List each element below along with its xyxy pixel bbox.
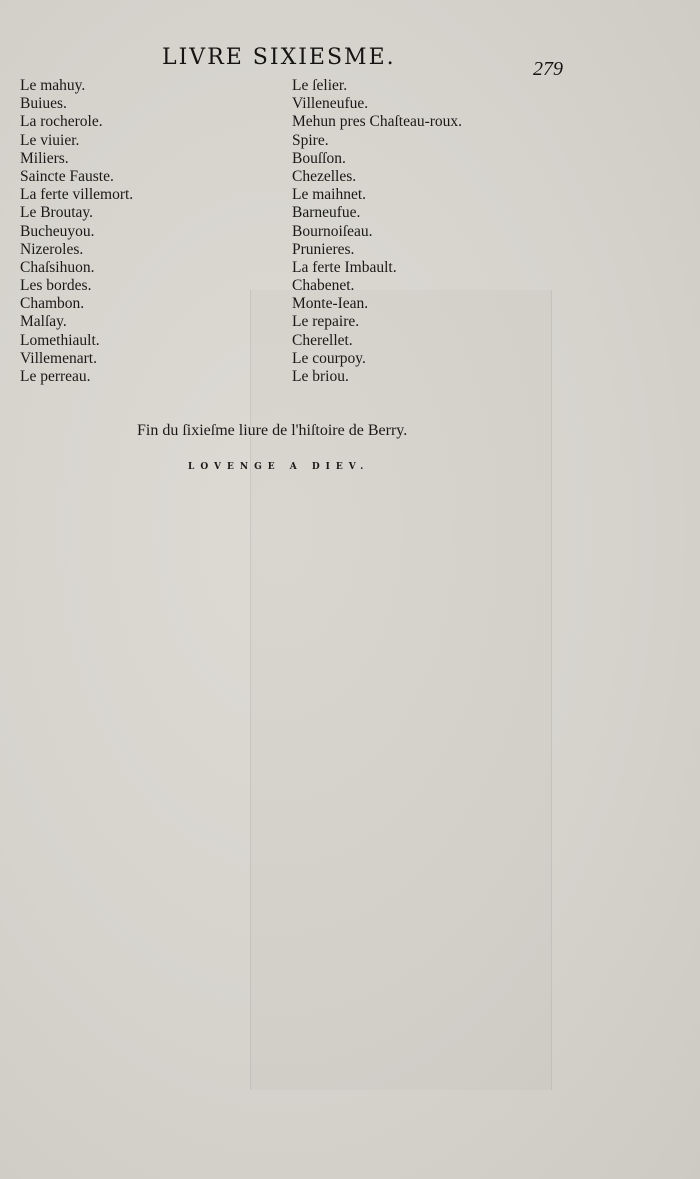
place-name: La ferte villemort. (20, 186, 134, 204)
place-name: Villeneufue. (292, 95, 369, 113)
place-name: Cherellet. (292, 331, 353, 349)
place-name: Miliers. (20, 149, 69, 167)
place-name: Le Broutay. (20, 204, 94, 222)
place-name: Bucheuyou. (20, 222, 95, 240)
closing-praise: LOVENGE A DIEV. (188, 462, 370, 472)
place-name: Malſay. (20, 313, 67, 331)
place-list-left (20, 77, 133, 386)
show-through-text-area (250, 290, 552, 1090)
place-name: Le courpoy. (292, 349, 366, 367)
place-name: Saincte Fauste. (20, 167, 114, 185)
place-name: Monte-Iean. (292, 295, 369, 313)
place-name: Chaſsihuon. (20, 258, 95, 276)
place-name: Le perreau. (20, 368, 91, 385)
place-name: Barneufue. (292, 204, 361, 222)
place-list-right (292, 77, 462, 386)
place-name: Le viuier. (20, 131, 80, 149)
place-name: Le repaire. (292, 313, 360, 331)
page-number: 279 (533, 58, 563, 80)
place-name: Le briou. (292, 368, 349, 385)
place-name: Spire. (292, 131, 329, 149)
place-name: Lomethiault. (20, 331, 100, 349)
place-name: Buiues. (20, 95, 67, 113)
place-name: Le mahuy. (20, 77, 86, 94)
place-name: Les bordes. (20, 277, 92, 295)
place-name: Chabenet. (292, 277, 355, 295)
place-name: La rocherole. (20, 113, 103, 131)
place-name: Prunieres. (292, 240, 355, 258)
place-name: La ferte Imbault. (292, 258, 397, 276)
place-name: Le maihnet. (292, 186, 367, 204)
place-name: Chezelles. (292, 167, 357, 185)
page-running-title: LIVRE SIXIESME. (162, 45, 396, 70)
place-name: Bouſſon. (292, 149, 346, 167)
place-name: Nizeroles. (20, 240, 84, 258)
place-name: Bournoiſeau. (292, 222, 373, 240)
place-name: Mehun pres Chaſteau-roux. (292, 113, 463, 131)
place-name: Chambon. (20, 295, 85, 313)
end-of-book-line: Fin du ſixieſme liure de l'hiſtoire de Berry. (137, 422, 408, 439)
place-name: Villemenart. (20, 349, 97, 367)
place-name: Le ſelier. (292, 77, 348, 94)
